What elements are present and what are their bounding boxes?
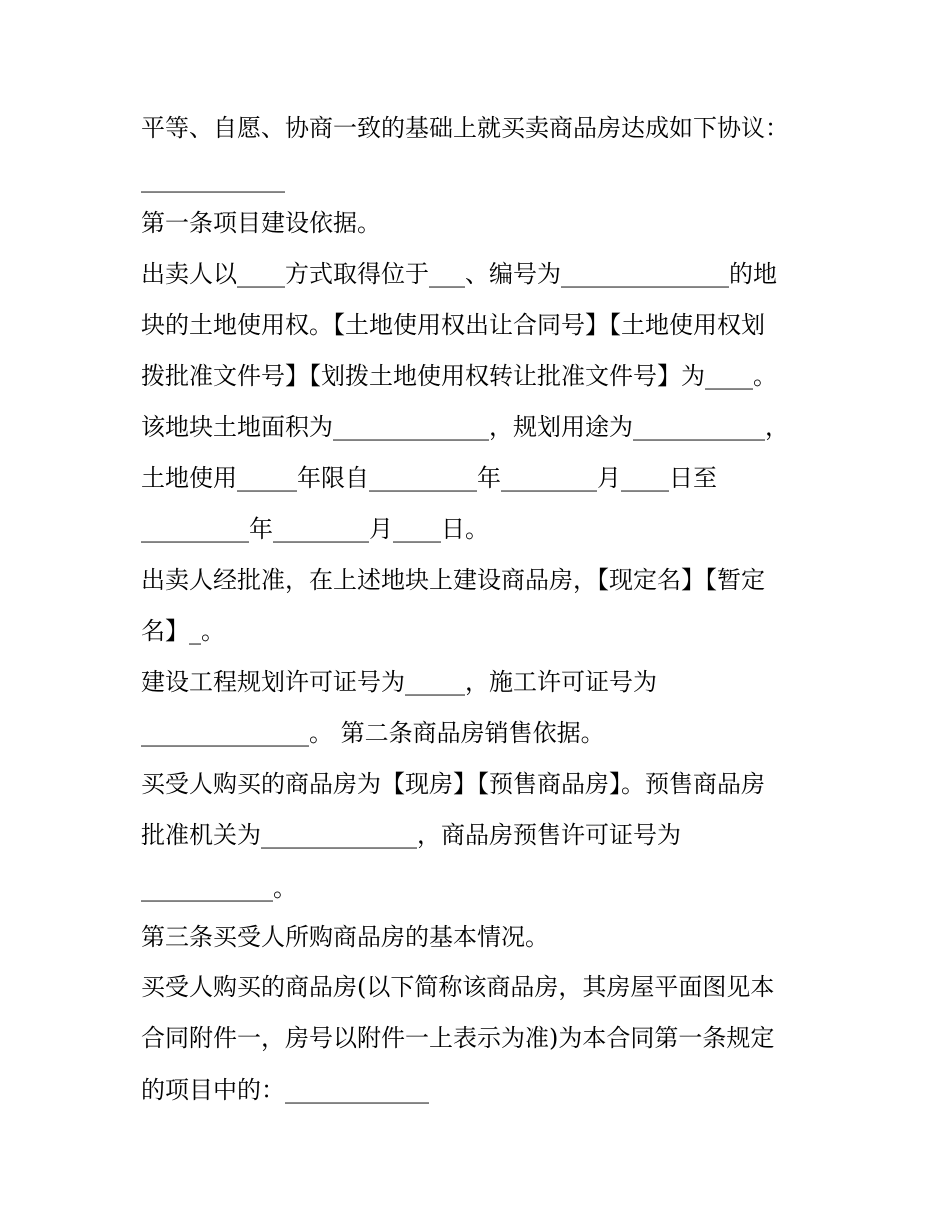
text-line: _________年________月____日。 (141, 515, 489, 543)
text-line: 该地块土地面积为_____________，规划用途为___________， (141, 413, 789, 441)
text-line: 土地使用_____年限自_________年________月____日至 (141, 464, 717, 492)
text-line: 买受人购买的商品房(以下简称该商品房，其房屋平面图见本 (141, 973, 775, 1001)
text-line: 建设工程规划许可证号为_____，施工许可证号为 (141, 668, 657, 696)
text-line: 平等、自愿、协商一致的基础上就买卖商品房达成如下协议： (141, 114, 789, 142)
text-line: 合同附件一，房号以附件一上表示为准)为本合同第一条规定 (141, 1024, 775, 1052)
text-line: 的项目中的：____________ (141, 1076, 429, 1104)
text-line: 出卖人经批准，在上述地块上建设商品房，【现定名】【暂定 (141, 566, 765, 594)
text-line: ______________。 第二条商品房销售依据。 (141, 719, 605, 747)
text-line: 第三条买受人所购商品房的基本情况。 (141, 923, 549, 951)
text-line: ____________ (141, 165, 285, 193)
text-line: 名】_。 (141, 617, 225, 645)
text-line: ___________。 (141, 874, 297, 902)
text-line: 拨批准文件号】【划拨土地使用权转让批准文件号】为____。 (141, 362, 777, 390)
text-line: 第一条项目建设依据。 (141, 209, 381, 237)
text-line: 买受人购买的商品房为【现房】【预售商品房】。预售商品房 (141, 770, 765, 798)
text-line: 块的土地使用权。【土地使用权出让合同号】【土地使用权划 (141, 311, 765, 339)
text-line: 出卖人以____方式取得位于___、编号为______________的地 (141, 260, 777, 288)
text-line: 批准机关为_____________，商品房预售许可证号为 (141, 821, 681, 849)
